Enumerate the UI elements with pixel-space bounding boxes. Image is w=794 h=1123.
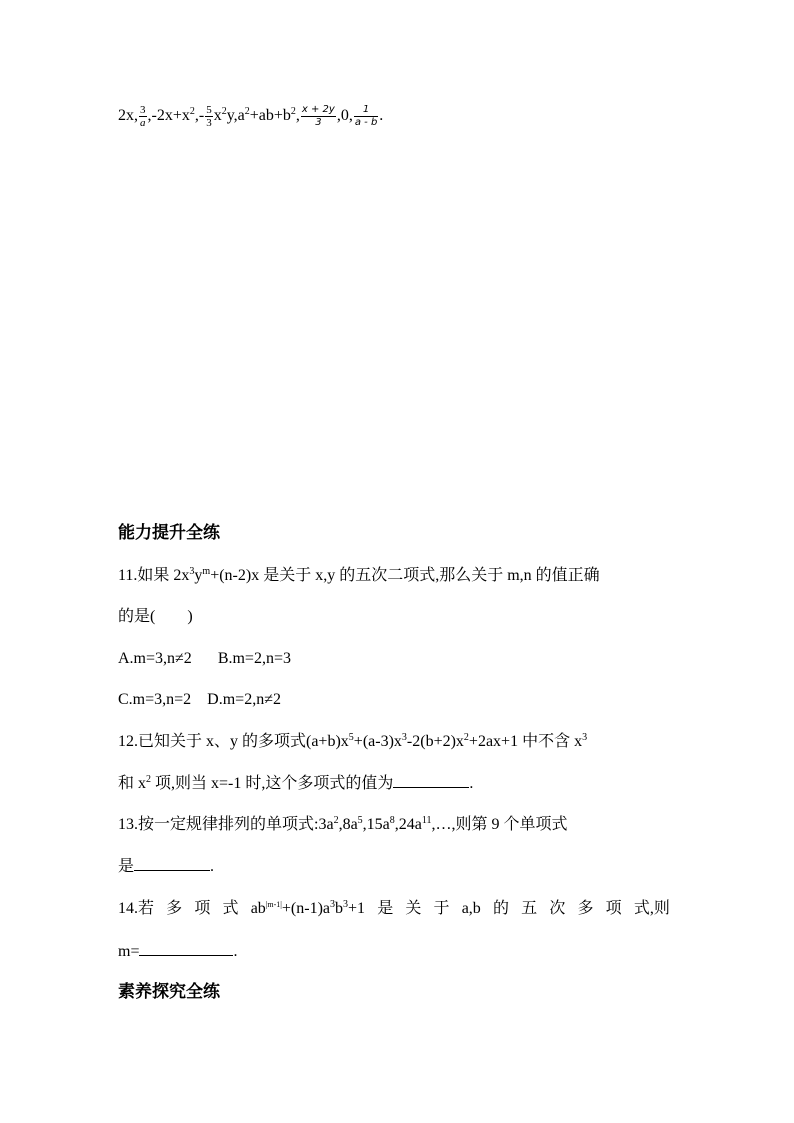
answer-blank[interactable]: [134, 856, 210, 871]
q12-text: 项,则当 x=-1 时,这个多项式的值为: [151, 775, 394, 792]
fraction-numerator: 1: [354, 104, 378, 117]
question-14-line-2: [118, 941, 237, 962]
q14-text: .: [233, 943, 238, 960]
q14-text: 项: [194, 900, 211, 917]
q12-text: .: [469, 775, 474, 792]
section-heading-literacy: 素养探究全练: [118, 982, 220, 1002]
expr-text: +ab+b: [249, 107, 291, 125]
fraction-numerator: 3: [140, 104, 146, 116]
question-13-line-1: [118, 815, 568, 835]
exponent: 2: [146, 774, 152, 785]
q13-text: 是: [118, 858, 135, 875]
option-c[interactable]: C.m=3,n=2: [118, 691, 192, 708]
fraction-denominator: 3: [315, 117, 322, 128]
q14-text: 五: [521, 900, 538, 917]
q14-text: 的: [492, 900, 509, 917]
q12-text: +2ax+1 中不含 x: [468, 733, 583, 750]
exponent: 11: [421, 815, 432, 826]
q14-text: a,b: [461, 900, 481, 917]
fraction-5-over-3: [205, 104, 213, 129]
q14-text: 项: [605, 900, 622, 917]
q14-text: 式,则: [633, 900, 670, 917]
option-b[interactable]: B.m=2,n=3: [217, 650, 291, 667]
expr-text: ,0,: [336, 107, 353, 125]
q14-text: 多: [166, 900, 183, 917]
option-a[interactable]: A.m=3,n≠2: [118, 650, 192, 667]
section-heading-ability: 能力提升全练: [118, 523, 220, 543]
fraction-3-over-a: [139, 104, 147, 129]
exponent: 3: [343, 899, 348, 910]
answer-blank[interactable]: [139, 941, 233, 956]
q12-text: -2(b+2)x: [406, 733, 464, 750]
q11-text: +(n-2)x 是关于 x,y 的五次二项式,那么关于 m,n 的值正确: [210, 567, 600, 584]
q14-text: +1: [348, 900, 366, 917]
q14-text: b: [335, 900, 343, 917]
q13-text: ,8a: [338, 816, 358, 833]
q13-text: ,24a: [394, 816, 422, 833]
question-11-line-1: [118, 566, 600, 586]
expr-text: ,-: [194, 107, 205, 125]
exponent: 2: [189, 106, 195, 118]
answer-blank[interactable]: [393, 773, 469, 788]
question-13-line-2: [118, 856, 214, 877]
question-12-line-1: [118, 732, 587, 752]
fraction-denominator: a - b: [354, 117, 378, 128]
q14-text: 次: [549, 900, 566, 917]
q14-text: 多: [577, 900, 594, 917]
exponent: 3: [401, 732, 407, 743]
question-11-options-cd: [118, 690, 281, 710]
exponent: |m-1|: [265, 900, 282, 909]
q13-text: 13.按一定规律排列的单项式:3a: [118, 816, 334, 833]
q11-text: y: [194, 567, 203, 584]
exponent: 2: [244, 106, 250, 118]
fraction-denominator: 3: [206, 117, 212, 129]
q12-text: +(a-3)x: [353, 733, 402, 750]
fraction-denominator: a: [140, 117, 146, 129]
q14-text: 于: [433, 900, 450, 917]
exponent: 3: [582, 732, 588, 743]
expr-text: .: [379, 107, 384, 125]
exponent: 3: [330, 899, 335, 910]
q13-text: .: [210, 858, 215, 875]
question-12-line-2: [118, 773, 473, 794]
exponent: 5: [348, 732, 354, 743]
exponent: 2: [333, 815, 339, 826]
expr-text: ,: [295, 107, 300, 125]
exponent: 2: [221, 106, 227, 118]
question-11-line-2: 的是( ): [118, 608, 193, 625]
q14-text: m=: [118, 943, 140, 960]
question-14-line-1: [118, 899, 670, 919]
question-11-options-ab: [118, 649, 291, 669]
q14-text: 关: [405, 900, 422, 917]
q14-text: +(n-1)a: [281, 900, 330, 917]
exponent: 2: [290, 106, 296, 118]
q12-text: 12.已知关于 x、y 的多项式(a+b)x: [118, 733, 349, 750]
expr-text: y,a: [226, 107, 245, 125]
expr-text: x: [213, 107, 222, 125]
fraction-x-plus-2y-over-3: [301, 104, 336, 129]
fraction-1-over-a-minus-b: [354, 104, 378, 129]
exponent: 5: [357, 815, 363, 826]
exponent: 2: [463, 732, 469, 743]
q14-text: 式: [222, 900, 239, 917]
exponent: 3: [189, 566, 195, 577]
q13-text: ,15a: [362, 816, 390, 833]
q14-text: 14.若: [118, 900, 155, 917]
exponent: m: [202, 566, 211, 577]
q12-text: 和 x: [118, 775, 147, 792]
option-d[interactable]: D.m=2,n≠2: [207, 691, 281, 708]
fraction-numerator: x + 2y: [301, 104, 335, 115]
exponent: 8: [389, 815, 395, 826]
expr-text: 2x,: [118, 107, 138, 125]
q14-text: 是: [377, 900, 394, 917]
expression-list: [118, 104, 383, 129]
q11-text: 11.如果 2x: [118, 567, 190, 584]
q14-polynomial: [251, 899, 365, 919]
expr-text: ,-2x+x: [147, 107, 190, 125]
fraction-numerator: 5: [206, 104, 212, 116]
q13-text: ,…,则第 9 个单项式: [431, 816, 568, 833]
q14-text: ab: [250, 900, 266, 917]
